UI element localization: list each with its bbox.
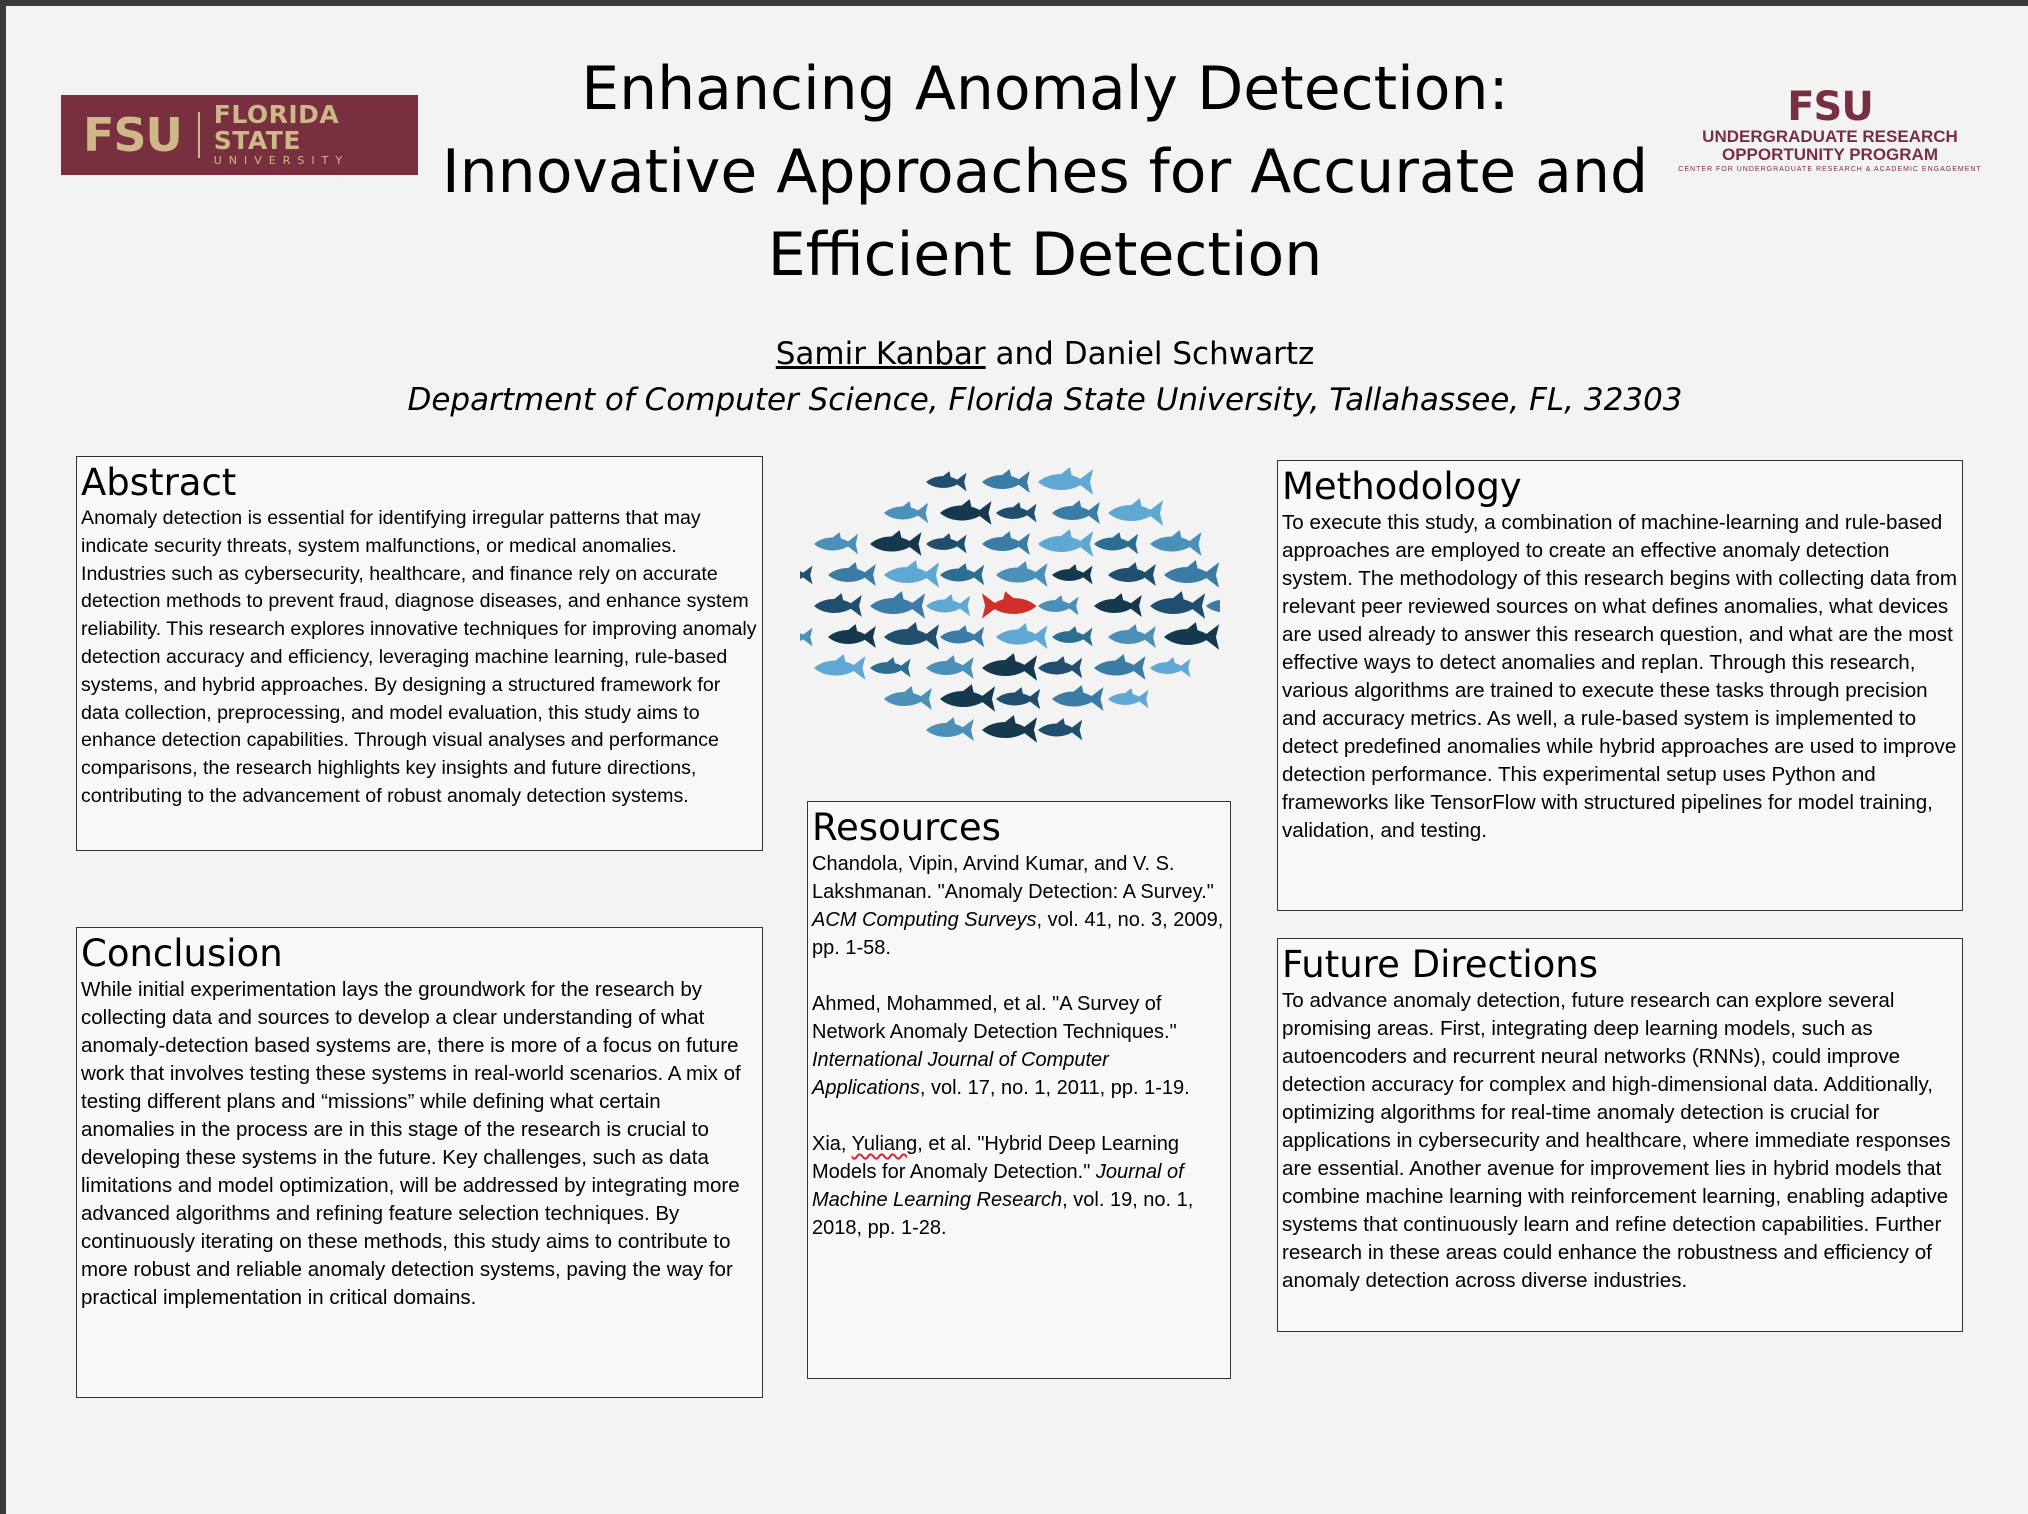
affiliation: Department of Computer Science, Florida State University, Tallahassee, FL, 32303 xyxy=(407,382,1683,418)
blue-fish-icon xyxy=(884,560,939,588)
window-left-border xyxy=(0,0,6,1514)
fsu-logo xyxy=(61,95,418,175)
urop-logo-line2: OPPORTUNITY PROGRAM xyxy=(1722,145,1938,164)
reference-details: , vol. 41, no. 3, 2009, pp. 1-58. xyxy=(812,909,1224,959)
future-directions-heading: Future Directions xyxy=(1282,943,1599,986)
blue-fish-icon xyxy=(1052,626,1093,646)
blue-fish-icon xyxy=(940,625,984,647)
methodology-text: To execute this study, a combination of machine-learning and rule-based approaches are employed to create an effective anomaly detection system. The methodology of this research begins with collecting data from relevant peer reviewed sources on what defines anomalies, what devices are used already to answer this research question, and what are the most effective ways to detect anomalies and replan. Through this research, various algorithms are trained to execute these tasks through precision and accuracy metrics. As well, a rule-based system is implemented to detect predefined anomalies while hybrid approaches are used to improve detection performance. This experimental setup uses Python and frameworks like TensorFlow with structured pipelines for model training, validation, and testing. xyxy=(1282,511,1957,842)
blue-fish-icon xyxy=(1038,595,1079,615)
future-directions-section xyxy=(1277,938,1963,1332)
blue-fish-icon xyxy=(926,471,967,491)
blue-fish-icon xyxy=(1150,657,1191,677)
reference-item xyxy=(812,1130,1226,1242)
blue-fish-icon xyxy=(1052,685,1103,711)
reference-text: Xia, xyxy=(812,1133,852,1155)
blue-fish-icon xyxy=(828,562,876,586)
red-fish-icon xyxy=(982,591,1037,618)
conclusion-text: While initial experimentation lays the groundwork for the research by collecting data and sources to develop a clear understanding of what anomaly-detection based systems are, there is more of a focus on future work that involves testing these systems in real-world scenarios. A mix of testing different plans and “missions” while defining what certain anomalies in the process are in this stage of the research is crucial to developing these systems in the future. Key challenges, such as data limitations and model optimization, will be addressed by integrating more advanced algorithms and refining feature selection techniques. By continuously iterating on these methods, this study aims to contribute to more robust and reliable anomaly detection systems, paving the way for practical implementation in critical domains. xyxy=(81,978,741,1309)
fsu-logo-divider xyxy=(198,112,200,158)
author-join: and xyxy=(985,336,1064,372)
reference-text: Ahmed, Mohammed, et al. "A Survey of Network Anomaly Detection Techniques." xyxy=(812,993,1177,1043)
blue-fish-icon xyxy=(1094,593,1142,617)
blue-fish-icon xyxy=(940,499,991,525)
blue-fish-icon xyxy=(814,654,865,680)
blue-fish-icon xyxy=(1094,532,1138,554)
blue-fish-icon xyxy=(1038,467,1093,495)
blue-fish-icon xyxy=(1108,498,1163,526)
blue-fish-icon xyxy=(926,717,974,741)
blue-fish-icon xyxy=(884,622,939,650)
reference-text: Chandola, Vipin, Arvind Kumar, and V. S. Lakshmanan. "Anomaly Detection: A Survey." xyxy=(812,853,1214,903)
reference-journal: Journal of Machine Learning Research xyxy=(812,1161,1184,1211)
title-line-1: Enhancing Anomaly Detection: xyxy=(581,54,1509,124)
reference-details: , vol. 19, no. 1, 2018, pp. 1-28. xyxy=(812,1189,1194,1239)
blue-fish-icon xyxy=(982,531,1030,555)
blue-fish-icon xyxy=(1108,562,1156,586)
blue-fish-icon xyxy=(1108,624,1156,648)
presenting-author: Samir Kanbar xyxy=(775,336,986,372)
window-top-border xyxy=(0,0,2028,6)
blue-fish-icon xyxy=(940,684,995,712)
future-directions-text: To advance anomaly detection, future research can explore several promising areas. First, integrating deep learning models, such as autoencoders and recurrent neural networks (RNNs), could improve detection accuracy for complex and high-dimensional data. Additionally, optimizing algorithms for real-time anomaly detection is crucial for applications in cybersecurity and healthcare, where immediate responses are essential. Another avenue for improvement lies in hybrid models that combine machine learning with reinforcement learning, enabling adaptive systems that continuously learn and refine detection capabilities. Further research in these areas could enhance the robustness and efficiency of anomaly detection across diverse industries. xyxy=(1282,989,1951,1292)
blue-fish-icon xyxy=(828,624,876,648)
reference-journal: ACM Computing Surveys xyxy=(812,909,1037,931)
co-author: Daniel Schwartz xyxy=(1063,336,1315,372)
blue-fish-icon xyxy=(1052,500,1100,524)
resources-list xyxy=(812,850,1226,1242)
blue-fish-icon xyxy=(1150,591,1205,619)
conclusion-section xyxy=(76,927,763,1398)
blue-fish-icon xyxy=(1164,622,1219,650)
blue-fish-icon xyxy=(870,657,911,677)
fsu-logo-mark: FSU xyxy=(83,108,182,162)
fsu-logo-words xyxy=(214,102,418,168)
blue-fish-icon xyxy=(982,653,1037,681)
blue-fish-icon xyxy=(1038,718,1082,740)
blue-fish-icon xyxy=(1164,560,1219,588)
blue-fish-icon xyxy=(982,469,1030,493)
blue-fish-icon xyxy=(1052,564,1093,584)
urop-logo-line1: UNDERGRADUATE RESEARCH xyxy=(1702,127,1958,146)
blue-fish-icon xyxy=(1150,530,1201,556)
reference-journal: International Journal of Computer Applications xyxy=(812,1049,1109,1099)
blue-fish-icon xyxy=(1038,529,1093,557)
blue-fish-icon xyxy=(800,564,813,584)
blue-fish-icon xyxy=(996,623,1047,649)
reference-text: , et al. "Hybrid Deep Learning Models for Anomaly Detection." xyxy=(812,1133,1179,1183)
blue-fish-icon xyxy=(926,655,974,679)
blue-fish-icon xyxy=(870,591,925,619)
blue-fish-icon xyxy=(870,530,921,556)
abstract-text: Anomaly detection is essential for identifying irregular patterns that may indicate security threats, system malfunctions, or medical anomalies. Industries such as cybersecurity, healthcare, and finance rely on accurate detection methods to prevent fraud, diagnose diseases, and enhance system reliability. This research explores innovative techniques for improving anomaly detection accuracy and efficiency, leveraging machine learning, rule-based systems, and hybrid approaches. By designing a structured framework for data collection, preprocessing, and model evaluation, this study aims to enhance detection capabilities. Through visual analyses and performance comparisons, the research highlights key insights and future directions, contributing to the advancement of robust anomaly detection systems. xyxy=(81,507,757,807)
blue-fish-icon xyxy=(1206,594,1220,616)
urop-logo xyxy=(1655,86,2005,173)
resources-heading: Resources xyxy=(812,806,1001,849)
reference-item xyxy=(812,850,1226,962)
blue-fish-icon xyxy=(996,561,1047,587)
blue-fish-icon xyxy=(982,715,1037,743)
blue-fish-icon xyxy=(940,563,984,585)
abstract-heading: Abstract xyxy=(81,461,237,504)
urop-logo-line3: CENTER FOR UNDERGRADUATE RESEARCH & ACADEMIC ENGAGEMENT xyxy=(1678,166,1982,173)
blue-fish-icon xyxy=(884,686,932,710)
blue-fish-icon xyxy=(996,502,1037,522)
spellcheck-word: Yuliang xyxy=(851,1133,918,1155)
reference-details: , vol. 17, no. 1, 2011, pp. 1-19. xyxy=(919,1077,1190,1099)
blue-fish-icon xyxy=(884,501,928,523)
title-line-2: Innovative Approaches for Accurate and xyxy=(441,137,1649,207)
reference-item xyxy=(812,990,1226,1102)
fsu-logo-name: FLORIDA STATE xyxy=(213,100,340,155)
blue-fish-icon xyxy=(814,532,858,554)
blue-fish-icon xyxy=(1108,688,1149,708)
methodology-section xyxy=(1277,460,1963,911)
blue-fish-icon xyxy=(1038,656,1082,678)
blue-fish-icon xyxy=(926,533,967,553)
resources-section xyxy=(807,801,1231,1379)
fsu-logo-sub: UNIVERSITY xyxy=(213,154,350,167)
blue-fish-icon xyxy=(1094,654,1145,680)
blue-fish-icon xyxy=(996,687,1040,709)
urop-logo-mark: FSU xyxy=(1787,84,1873,130)
abstract-section xyxy=(76,456,763,851)
fish-school-illustration xyxy=(800,462,1220,762)
authors xyxy=(430,334,1660,374)
blue-fish-icon xyxy=(814,593,862,617)
blue-fish-icon xyxy=(800,626,813,646)
conclusion-heading: Conclusion xyxy=(81,932,283,975)
poster-title xyxy=(430,48,1660,297)
title-line-3: Efficient Detection xyxy=(767,220,1323,290)
blue-fish-icon xyxy=(926,594,970,616)
methodology-heading: Methodology xyxy=(1282,465,1522,508)
